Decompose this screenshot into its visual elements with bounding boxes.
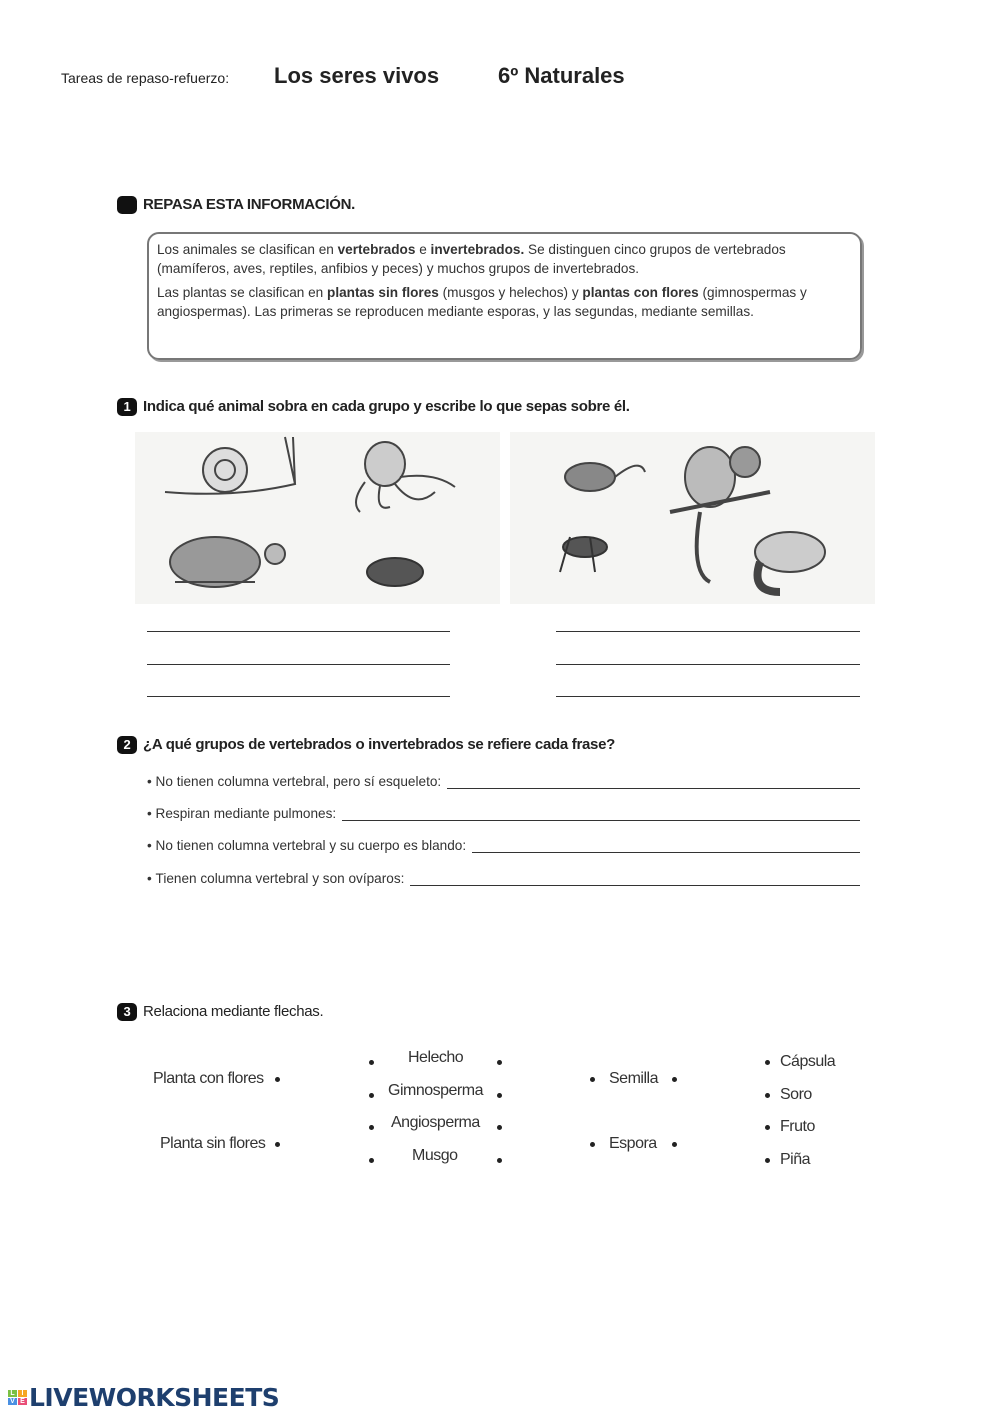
match-dot[interactable] bbox=[369, 1060, 374, 1065]
question-1-heading bbox=[117, 398, 630, 416]
match-dot[interactable] bbox=[765, 1125, 770, 1130]
match-dot[interactable] bbox=[275, 1077, 280, 1082]
info-paragraph-animals: Los animales se clasifican en vertebrados e invertebrados. Se distinguen cinco grupos de vertebrados (mamíferos, aves, reptiles, anfibios y peces) y muchos grupos de invertebrados. bbox=[157, 242, 786, 276]
match-item: Musgo bbox=[412, 1147, 458, 1164]
brand-name: LIVEWORKSHEETS bbox=[29, 1383, 280, 1412]
animal-illustrations-group-2 bbox=[510, 432, 875, 604]
question-2-heading bbox=[117, 736, 615, 754]
match-item: Angiosperma bbox=[391, 1114, 480, 1131]
question-3-heading bbox=[117, 1003, 323, 1021]
match-dot[interactable] bbox=[765, 1093, 770, 1098]
match-dot[interactable] bbox=[765, 1158, 770, 1163]
info-box bbox=[147, 232, 862, 360]
answer-line[interactable] bbox=[410, 873, 860, 886]
mussel-icon bbox=[367, 558, 423, 586]
match-item: Soro bbox=[780, 1086, 812, 1103]
match-dot[interactable] bbox=[369, 1125, 374, 1130]
match-item: Gimnosperma bbox=[388, 1082, 483, 1099]
answer-line[interactable] bbox=[447, 776, 860, 789]
liveworksheets-logo bbox=[8, 1383, 279, 1412]
match-item: Planta sin flores bbox=[160, 1135, 266, 1152]
info-paragraph-plants: Las plantas se clasifican en plantas sin flores (musgos y helechos) y plantas con flores (gimnospermas y angiospermas). Las primeras se reproducen mediante esporas, y las segundas, mediante semillas. bbox=[157, 285, 807, 319]
answer-line[interactable] bbox=[556, 664, 860, 665]
mouse-icon bbox=[565, 463, 645, 491]
section-review-title: REPASA ESTA INFORMACIÓN. bbox=[143, 196, 355, 213]
question-2-item: • Tienen columna vertebral y son ovíparos: bbox=[147, 871, 860, 886]
question-2-item: • No tienen columna vertebral y su cuerpo es blando: bbox=[147, 838, 860, 853]
match-dot[interactable] bbox=[497, 1093, 502, 1098]
monkey-icon bbox=[670, 447, 770, 582]
genet-icon bbox=[755, 532, 825, 592]
worksheet-title: Los seres vivos bbox=[274, 63, 440, 88]
section-review-heading bbox=[117, 196, 355, 214]
section-badge bbox=[117, 196, 137, 214]
question-title: Relaciona mediante flechas. bbox=[143, 1003, 324, 1020]
header-prefix: Tareas de repaso-refuerzo: bbox=[61, 70, 230, 86]
match-item: Espora bbox=[609, 1135, 657, 1152]
match-dot[interactable] bbox=[369, 1158, 374, 1163]
match-item: Fruto bbox=[780, 1118, 815, 1135]
grade-label: 6º Naturales bbox=[498, 63, 625, 88]
match-item: Piña bbox=[780, 1151, 811, 1168]
animal-illustrations-group-1 bbox=[135, 432, 500, 604]
answer-line[interactable] bbox=[556, 631, 860, 632]
answer-line[interactable] bbox=[147, 664, 450, 665]
answer-line[interactable] bbox=[147, 696, 450, 697]
match-dot[interactable] bbox=[369, 1093, 374, 1098]
match-dot[interactable] bbox=[497, 1158, 502, 1163]
logo-icon: L I V E bbox=[8, 1390, 27, 1405]
match-item: Cápsula bbox=[780, 1053, 836, 1070]
question-title: ¿A qué grupos de vertebrados o invertebrados se refiere cada frase? bbox=[143, 736, 616, 753]
match-item: Semilla bbox=[609, 1070, 658, 1087]
question-number: 3 bbox=[117, 1003, 137, 1021]
question-2-item: • Respiran mediante pulmones: bbox=[147, 806, 860, 821]
answer-line[interactable] bbox=[147, 631, 450, 632]
animal-group-2-image bbox=[510, 432, 875, 604]
question-number: 1 bbox=[117, 398, 137, 416]
match-dot[interactable] bbox=[765, 1060, 770, 1065]
question-number: 2 bbox=[117, 736, 137, 754]
question-2-item: • No tienen columna vertebral, pero sí esqueleto: bbox=[147, 774, 860, 789]
octopus-icon bbox=[356, 442, 455, 512]
question-title: Indica qué animal sobra en cada grupo y escribe lo que sepas sobre él. bbox=[143, 398, 630, 415]
match-dot[interactable] bbox=[672, 1142, 677, 1147]
answer-line[interactable] bbox=[472, 840, 860, 853]
match-dot[interactable] bbox=[497, 1125, 502, 1130]
match-dot[interactable] bbox=[590, 1077, 595, 1082]
match-dot[interactable] bbox=[497, 1060, 502, 1065]
tortoise-icon bbox=[170, 537, 285, 587]
answer-line[interactable] bbox=[342, 808, 860, 821]
wasp-icon bbox=[560, 537, 607, 572]
snail-icon bbox=[165, 437, 295, 494]
match-dot[interactable] bbox=[590, 1142, 595, 1147]
animal-group-1-image bbox=[135, 432, 500, 604]
match-item: Helecho bbox=[408, 1049, 464, 1066]
match-dot[interactable] bbox=[672, 1077, 677, 1082]
match-item: Planta con flores bbox=[153, 1070, 264, 1087]
match-dot[interactable] bbox=[275, 1142, 280, 1147]
answer-line[interactable] bbox=[556, 696, 860, 697]
